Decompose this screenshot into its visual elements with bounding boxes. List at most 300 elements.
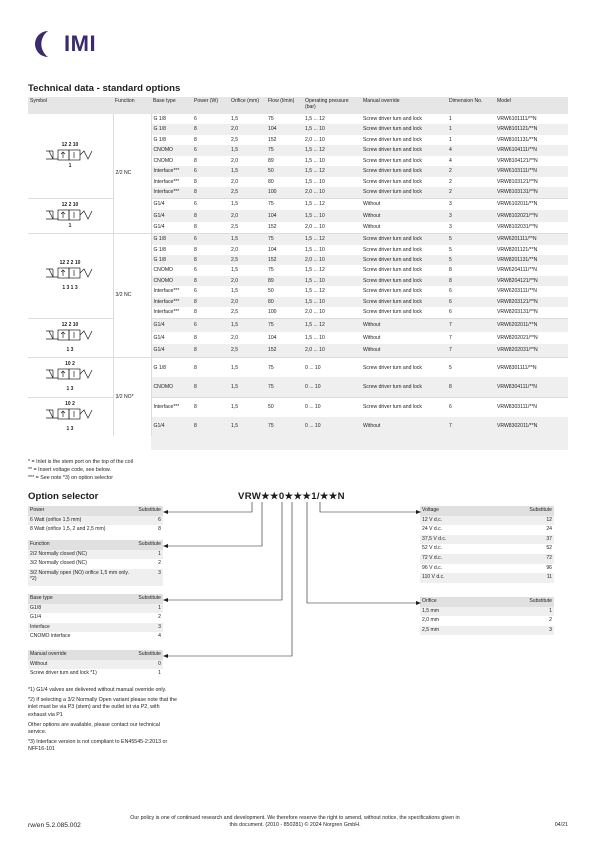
table-cell: G1/4 xyxy=(151,417,192,436)
option-value: 11 xyxy=(489,573,554,583)
table-cell: VRW6203111/**N xyxy=(497,288,537,295)
table-cell: 8 xyxy=(194,224,197,231)
table-cell: 6 xyxy=(447,297,495,307)
footnote: *3) Interface version is not compliant to EN45545-2:2013 or NFF16-101 xyxy=(28,739,168,753)
table-cell: VRW8301111/**N xyxy=(495,358,568,378)
option-label: 2,5 mm xyxy=(420,626,479,636)
table-cell: G 1/8 xyxy=(153,116,166,122)
table-cell: 75 xyxy=(268,267,274,274)
option-label: G1/4 xyxy=(30,614,42,621)
option-value: 3 xyxy=(479,626,554,636)
table-cell: 2,0 xyxy=(229,124,266,134)
option-label: Interface xyxy=(28,623,112,633)
column-header: Power (W) xyxy=(192,97,229,114)
table-cell: 0 ... 10 xyxy=(303,417,361,436)
option-substitute-header: Substitute xyxy=(489,506,554,516)
option-value: 52 xyxy=(546,545,552,552)
table-cell: 8 xyxy=(194,334,197,341)
table-cell: 8 xyxy=(194,178,197,185)
option-label: Without xyxy=(28,660,126,670)
table-cell: VRW6104111/**N xyxy=(495,145,568,155)
table-cell: 2,0 xyxy=(229,297,266,307)
table-cell: 8 xyxy=(447,276,495,286)
option-substitute-header: Substitute xyxy=(136,540,163,550)
option-selector-title: Option selector xyxy=(28,491,99,502)
option-header: Voltage xyxy=(420,506,489,516)
table-cell: 2,5 xyxy=(231,224,239,231)
table-cell: 1 xyxy=(447,124,495,134)
table-cell: CNOMO xyxy=(151,276,192,286)
table-cell: 75 xyxy=(266,377,303,397)
option-value: 1 xyxy=(112,604,163,614)
footnotes xyxy=(28,687,178,757)
table-cell: Interface*** xyxy=(153,309,180,316)
table-cell: 50 xyxy=(268,288,274,295)
table-cell: 100 xyxy=(266,187,303,198)
option-substitute-header: Substitute xyxy=(126,650,163,660)
table-cell: 5 xyxy=(449,246,452,253)
table-cell: Screw driver turn and lock xyxy=(363,116,422,122)
table-cell: 75 xyxy=(268,116,274,122)
column-header: Operating pressure (bar) xyxy=(303,97,361,114)
table-cell: 8 xyxy=(192,397,229,417)
table-cell: 8 xyxy=(194,309,197,316)
table-cell: 1,5 xyxy=(229,145,266,155)
table-cell: 6 xyxy=(192,198,229,210)
option-header: Manual override xyxy=(28,650,126,660)
table-cell: 0 ... 10 xyxy=(303,358,361,378)
table-cell: CNOMO xyxy=(151,145,192,155)
table-cell: Screw driver turn and lock xyxy=(361,276,447,286)
table-cell: VRW8203131/**N xyxy=(497,309,538,316)
table-cell: VRW8304111/**N xyxy=(495,377,568,397)
column-header: Orifice (mm) xyxy=(229,97,266,114)
table-cell: 2,0 ... 10 xyxy=(303,344,361,357)
table-cell: Screw driver turn and lock xyxy=(363,309,422,316)
table-cell: Screw driver turn and lock xyxy=(361,297,447,307)
table-cell: 1,5 xyxy=(229,234,266,245)
option-value: 72 xyxy=(489,554,554,564)
option-value: 3 xyxy=(112,623,163,633)
table-cell: 8 xyxy=(192,187,229,198)
table-cell: CNOMO xyxy=(153,157,174,164)
table-cell: 8 xyxy=(194,136,197,143)
policy-statement: Our policy is one of continued research and development. We therefore reserve the right to amend, without notice, the specifications given in this document. (2010 - 850281) © 2024 Norgren GmbH. xyxy=(130,815,460,828)
table-cell: 2,0 ... 10 xyxy=(303,255,361,265)
table-cell: 6 xyxy=(194,288,197,295)
table-cell: 80 xyxy=(268,178,274,185)
option-value: 37 xyxy=(489,535,554,545)
table-cell: 1,5 xyxy=(229,417,266,436)
table-cell: VRW6201111/**N xyxy=(495,234,568,245)
table-cell: 1,5 xyxy=(229,318,266,331)
table-cell: G1/4 xyxy=(153,334,165,341)
table-cell: 1,5 ... 12 xyxy=(305,288,325,295)
option-label: 2/2 Normally closed (NC) xyxy=(28,550,136,560)
function-cell: 3/2 NO* xyxy=(113,358,151,436)
table-cell: 1,5 ... 10 xyxy=(303,124,361,134)
table-cell: 1,5 ... 12 xyxy=(303,166,361,176)
table-cell: 2,0 ... 10 xyxy=(305,136,325,143)
table-cell: 2,5 xyxy=(229,187,266,198)
table-cell: 1,5 ... 12 xyxy=(303,318,361,331)
table-cell: 2,0 xyxy=(229,210,266,221)
table-cell: 5 xyxy=(447,358,495,378)
table-cell: VRW8101131/**N xyxy=(497,136,538,143)
table-cell: 104 xyxy=(268,334,277,341)
table-cell: 1,5 ... 10 xyxy=(305,178,325,185)
table-cell: 8 xyxy=(192,344,229,357)
table-cell: 89 xyxy=(268,157,274,164)
footnote: *1) G1/4 valves are delivered without manual override only. xyxy=(28,687,167,693)
option-header: Function xyxy=(28,540,136,550)
table-cell: Screw driver turn and lock xyxy=(363,267,422,274)
table-cell: 1,5 ... 10 xyxy=(305,246,325,253)
table-cell: 1,5 ... 10 xyxy=(305,334,325,341)
option-label: 3/2 Normally closed (NC) xyxy=(30,560,87,567)
table-cell: G1/4 xyxy=(151,318,192,331)
table-cell: VRW8201131/**N xyxy=(495,255,568,265)
table-cell: 4 xyxy=(449,157,452,164)
table-cell: 7 xyxy=(447,344,495,357)
table-cell: 50 xyxy=(266,166,303,176)
note: * = Inlet is the stem port on the top of the coil xyxy=(28,459,133,465)
table-cell: Interface*** xyxy=(151,187,192,198)
option-substitute-header: Substitute xyxy=(129,506,163,516)
table-cell: CNOMO xyxy=(153,267,174,274)
table-cell: 2,0 ... 10 xyxy=(305,224,325,231)
note: *** = See note *3) on option selector xyxy=(28,475,113,481)
column-header: Symbol xyxy=(28,97,113,114)
option-label: 12 V d.c. xyxy=(420,516,489,526)
table-cell: Screw driver turn and lock xyxy=(361,145,447,155)
note: ** = Insert voltage code, see below. xyxy=(28,467,111,473)
table-cell: 152 xyxy=(266,344,303,357)
table-cell: VRW8203121/**N xyxy=(495,297,568,307)
column-header: Flow (l/min) xyxy=(266,97,303,114)
table-cell: 1,5 ... 12 xyxy=(303,198,361,210)
table-cell: 1,5 xyxy=(229,198,266,210)
table-cell: 1,5 ... 10 xyxy=(305,157,325,164)
table-cell: Without xyxy=(361,198,447,210)
table-cell: VRW6204111/**N xyxy=(497,267,537,274)
option-value: 1 xyxy=(479,607,554,617)
table-cell: 4 xyxy=(447,145,495,155)
table-cell: 1,5 xyxy=(231,267,239,274)
table-cell: G1/4 xyxy=(151,344,192,357)
option-label: 8 Watt (orifice 1,5, 2 and 2,5 mm) xyxy=(30,526,106,533)
section-title: Technical data - standard options xyxy=(28,83,181,94)
svg-text:10 2: 10 2 xyxy=(65,400,76,407)
option-label: Screw driver turn and lock *1) xyxy=(30,670,97,677)
table-cell: 7 xyxy=(447,318,495,331)
svg-text:1: 1 xyxy=(68,222,72,229)
option-value: 2 xyxy=(158,560,161,567)
option-label: 3/2 Normally open (NO) orifice 1,5 mm only. *2) xyxy=(28,569,136,586)
option-value: 2 xyxy=(549,617,552,624)
option-value: 1 xyxy=(158,670,161,677)
table-cell: Screw driver turn and lock xyxy=(361,255,447,265)
option-label: CNOMO interface xyxy=(30,633,71,640)
table-cell: 6 xyxy=(192,234,229,245)
option-label: 37,5 V d.c. xyxy=(420,535,489,545)
table-cell: VRW8202021/**N xyxy=(497,334,538,341)
option-value: 6 xyxy=(129,516,163,526)
table-cell: Interface*** xyxy=(151,397,192,417)
table-cell: 2 xyxy=(449,178,452,185)
table-cell: 8 xyxy=(192,276,229,286)
svg-text:12 2 2 10: 12 2 2 10 xyxy=(59,259,81,266)
table-cell: 75 xyxy=(266,198,303,210)
option-value: 4 xyxy=(158,633,161,640)
table-cell: Screw driver turn and lock xyxy=(361,358,447,378)
page-number: 04/21 xyxy=(554,822,568,828)
model-code: VRW★★0★★★1/★★N xyxy=(238,491,345,502)
table-cell: 1,5 ... 10 xyxy=(303,210,361,221)
svg-text:1 3: 1 3 xyxy=(66,346,74,353)
document-number: rw/en 5.2.085.002 xyxy=(28,822,81,829)
table-cell: Screw driver turn and lock xyxy=(363,178,422,185)
option-value: 1 xyxy=(136,550,163,560)
option-label: 2,0 mm xyxy=(422,617,439,624)
table-cell: 152 xyxy=(268,136,277,143)
table-cell: Screw driver turn and lock xyxy=(361,377,447,397)
table-cell: 104 xyxy=(268,246,277,253)
table-cell: 6 xyxy=(194,267,197,274)
table-cell: G 1/8 xyxy=(151,124,192,134)
table-cell: 2 xyxy=(447,187,495,198)
option-label: G1/8 xyxy=(28,604,112,614)
table-cell: 6 xyxy=(449,309,452,316)
table-cell: 0 ... 10 xyxy=(303,397,361,417)
table-cell: Interface*** xyxy=(151,166,192,176)
table-cell: 152 xyxy=(268,224,277,231)
option-substitute-header: Substitute xyxy=(112,594,163,604)
table-cell: 1,5 ... 12 xyxy=(303,234,361,245)
svg-text:1 3 1 3: 1 3 1 3 xyxy=(62,284,78,291)
table-cell: G 1/8 xyxy=(153,246,166,253)
table-cell: 1,5 ... 10 xyxy=(303,276,361,286)
table-cell: 8 xyxy=(194,246,197,253)
table-cell: 2,5 xyxy=(229,255,266,265)
table-cell: 2,0 xyxy=(231,246,239,253)
table-cell: 75 xyxy=(266,358,303,378)
table-cell: 8 xyxy=(192,417,229,436)
table-cell: 8 xyxy=(192,358,229,378)
option-label: 6 Watt (orifice 1,5 mm) xyxy=(28,516,129,526)
table-cell: VRW8302011/**N xyxy=(495,417,568,436)
table-cell: Screw driver turn and lock xyxy=(361,234,447,245)
table-cell: Screw driver turn and lock xyxy=(363,157,422,164)
table-cell: G1/4 xyxy=(151,198,192,210)
option-label: 52 V d.c. xyxy=(422,545,443,552)
table-cell: 2 xyxy=(447,166,495,176)
table-cell: Without xyxy=(361,318,447,331)
footnote: *2) If selecting a 3/2 Normally Open variant please note that the inlet must be via P3 (stem) and the outlet ist via P2, with exhaust via P1 xyxy=(28,697,177,718)
table-cell: 2,0 ... 10 xyxy=(305,309,325,316)
table-cell: G 1/8 xyxy=(151,358,192,378)
column-header: Manual override xyxy=(361,97,447,114)
table-cell: 104 xyxy=(266,210,303,221)
table-cell: 7 xyxy=(447,417,495,436)
table-cell: 1,5 xyxy=(231,288,239,295)
table-cell: 2,0 xyxy=(231,157,239,164)
table-cell: 152 xyxy=(266,255,303,265)
table-cell: VRW8101121/**N xyxy=(495,124,568,134)
table-cell: 89 xyxy=(266,276,303,286)
table-cell: VRW6102011/**N xyxy=(495,198,568,210)
table-cell: 8 xyxy=(449,267,452,274)
table-cell: G 1/8 xyxy=(153,136,166,143)
table-cell: VRW6202011/**N xyxy=(495,318,568,331)
table-cell: 6 xyxy=(192,318,229,331)
option-value: 12 xyxy=(489,516,554,526)
table-cell: 50 xyxy=(266,397,303,417)
table-cell: 1,5 ... 12 xyxy=(305,267,325,274)
table-cell: VRW8103131/**N xyxy=(495,187,568,198)
table-cell: 2,5 xyxy=(229,344,266,357)
option-value: 2 xyxy=(158,614,161,621)
table-cell: 75 xyxy=(266,234,303,245)
table-cell: Without xyxy=(363,334,381,341)
option-label: 110 V d.c. xyxy=(420,573,489,583)
brand-name: IMI xyxy=(64,31,97,56)
svg-text:10 2: 10 2 xyxy=(65,361,76,368)
table-cell: 1,5 xyxy=(229,166,266,176)
table-cell: VRW6101111/**N xyxy=(497,116,537,122)
table-cell: G 1/8 xyxy=(151,234,192,245)
table-cell: G1/4 xyxy=(153,224,165,231)
table-cell: CNOMO xyxy=(151,377,192,397)
table-cell: 6 xyxy=(192,145,229,155)
table-cell: 1 xyxy=(449,116,452,122)
table-cell: 5 xyxy=(447,234,495,245)
option-label: 72 V d.c. xyxy=(420,554,489,564)
table-cell: 2,0 ... 10 xyxy=(303,187,361,198)
svg-text:1 3: 1 3 xyxy=(66,425,74,432)
table-cell: 6 xyxy=(192,166,229,176)
table-cell: 3 xyxy=(449,224,452,231)
option-substitute-header: Substitute xyxy=(479,597,554,607)
table-cell: Interface*** xyxy=(151,297,192,307)
table-cell: Screw driver turn and lock xyxy=(363,288,422,295)
table-cell: Interface*** xyxy=(153,288,180,295)
table-cell: 2,0 xyxy=(229,276,266,286)
table-cell: Screw driver turn and lock xyxy=(361,397,447,417)
table-cell: Without xyxy=(361,344,447,357)
table-cell: 1,5 xyxy=(229,397,266,417)
table-cell: 8 xyxy=(447,377,495,397)
option-label: 1,5 mm xyxy=(420,607,479,617)
option-value: 3 xyxy=(136,569,163,586)
option-value: 0 xyxy=(126,660,163,670)
table-cell: 104 xyxy=(266,124,303,134)
table-cell: 2,0 xyxy=(231,334,239,341)
table-cell: Interface*** xyxy=(153,178,180,185)
table-cell: VRW8103121/**N xyxy=(497,178,538,185)
table-cell: 7 xyxy=(449,334,452,341)
table-cell: 1 xyxy=(449,136,452,143)
table-cell: 100 xyxy=(268,309,277,316)
table-cell: Screw driver turn and lock xyxy=(361,187,447,198)
table-cell: 75 xyxy=(266,318,303,331)
table-cell: 6 xyxy=(194,116,197,122)
table-cell: 2,5 xyxy=(231,136,239,143)
table-cell: 8 xyxy=(194,157,197,164)
table-cell: 80 xyxy=(266,297,303,307)
table-cell: 5 xyxy=(447,255,495,265)
table-cell: 75 xyxy=(266,417,303,436)
table-cell: Screw driver turn and lock xyxy=(363,246,422,253)
table-cell: 1,5 ... 12 xyxy=(305,116,325,122)
table-cell: G 1/8 xyxy=(151,255,192,265)
table-cell: 8 xyxy=(192,377,229,397)
svg-text:1: 1 xyxy=(68,162,72,169)
table-cell: Without xyxy=(361,417,447,436)
table-cell: Screw driver turn and lock xyxy=(363,136,422,143)
table-cell: 6 xyxy=(449,288,452,295)
table-cell: Screw driver turn and lock xyxy=(361,124,447,134)
svg-text:12 2 10: 12 2 10 xyxy=(61,201,79,208)
option-header: Base type xyxy=(28,594,112,604)
table-cell: Without xyxy=(361,210,447,221)
option-header: Power xyxy=(28,506,129,516)
table-cell: 2,5 xyxy=(231,309,239,316)
table-cell: VRW8201121/**N xyxy=(497,246,538,253)
table-cell: 3 xyxy=(447,210,495,221)
table-cell: Screw driver turn and lock xyxy=(361,166,447,176)
table-cell: 8 xyxy=(192,297,229,307)
table-cell: 2,0 xyxy=(231,178,239,185)
table-cell: 1,5 xyxy=(229,377,266,397)
table-cell: 8 xyxy=(192,210,229,221)
table-cell: 6 xyxy=(447,397,495,417)
column-header: Model xyxy=(495,97,568,114)
option-label: 96 V d.c. xyxy=(422,564,443,571)
table-cell: VRW8204121/**N xyxy=(495,276,568,286)
table-cell: 1,5 xyxy=(231,116,239,122)
option-value: 96 xyxy=(546,564,552,571)
option-label: 24 V d.c. xyxy=(422,526,443,533)
table-cell: G1/4 xyxy=(151,210,192,221)
table-cell: 8 xyxy=(192,124,229,134)
option-value: 8 xyxy=(158,526,161,533)
table-cell: 0 ... 10 xyxy=(303,377,361,397)
table-cell: VRW8102021/**N xyxy=(495,210,568,221)
table-cell: VRW8104121/**N xyxy=(497,157,538,164)
table-cell: VRW8102031/**N xyxy=(497,224,538,231)
table-cell: 75 xyxy=(266,145,303,155)
table-cell: 3 xyxy=(447,198,495,210)
svg-text:12 2 10: 12 2 10 xyxy=(61,321,79,328)
footnote: Other options are available, please contact our technical service. xyxy=(28,721,160,736)
column-header: Dimension No. xyxy=(447,97,495,114)
table-cell: Without xyxy=(363,224,381,231)
svg-text:1 3: 1 3 xyxy=(66,386,74,393)
table-cell: VRW8303111/**N xyxy=(495,397,568,417)
column-header: Base type xyxy=(151,97,192,114)
table-cell: VRW8202031/**N xyxy=(495,344,568,357)
table-cell: 8 xyxy=(192,255,229,265)
table-cell: 1,5 xyxy=(229,358,266,378)
table-cell: VRW6103111/**N xyxy=(495,166,568,176)
table-cell: 1,5 ... 12 xyxy=(303,145,361,155)
option-value: 24 xyxy=(546,526,552,533)
table-cell: 1,5 ... 10 xyxy=(303,297,361,307)
svg-text:12 2 10: 12 2 10 xyxy=(61,141,79,148)
function-cell: 3/2 NC xyxy=(113,234,151,358)
function-cell: 2/2 NC xyxy=(113,114,151,234)
